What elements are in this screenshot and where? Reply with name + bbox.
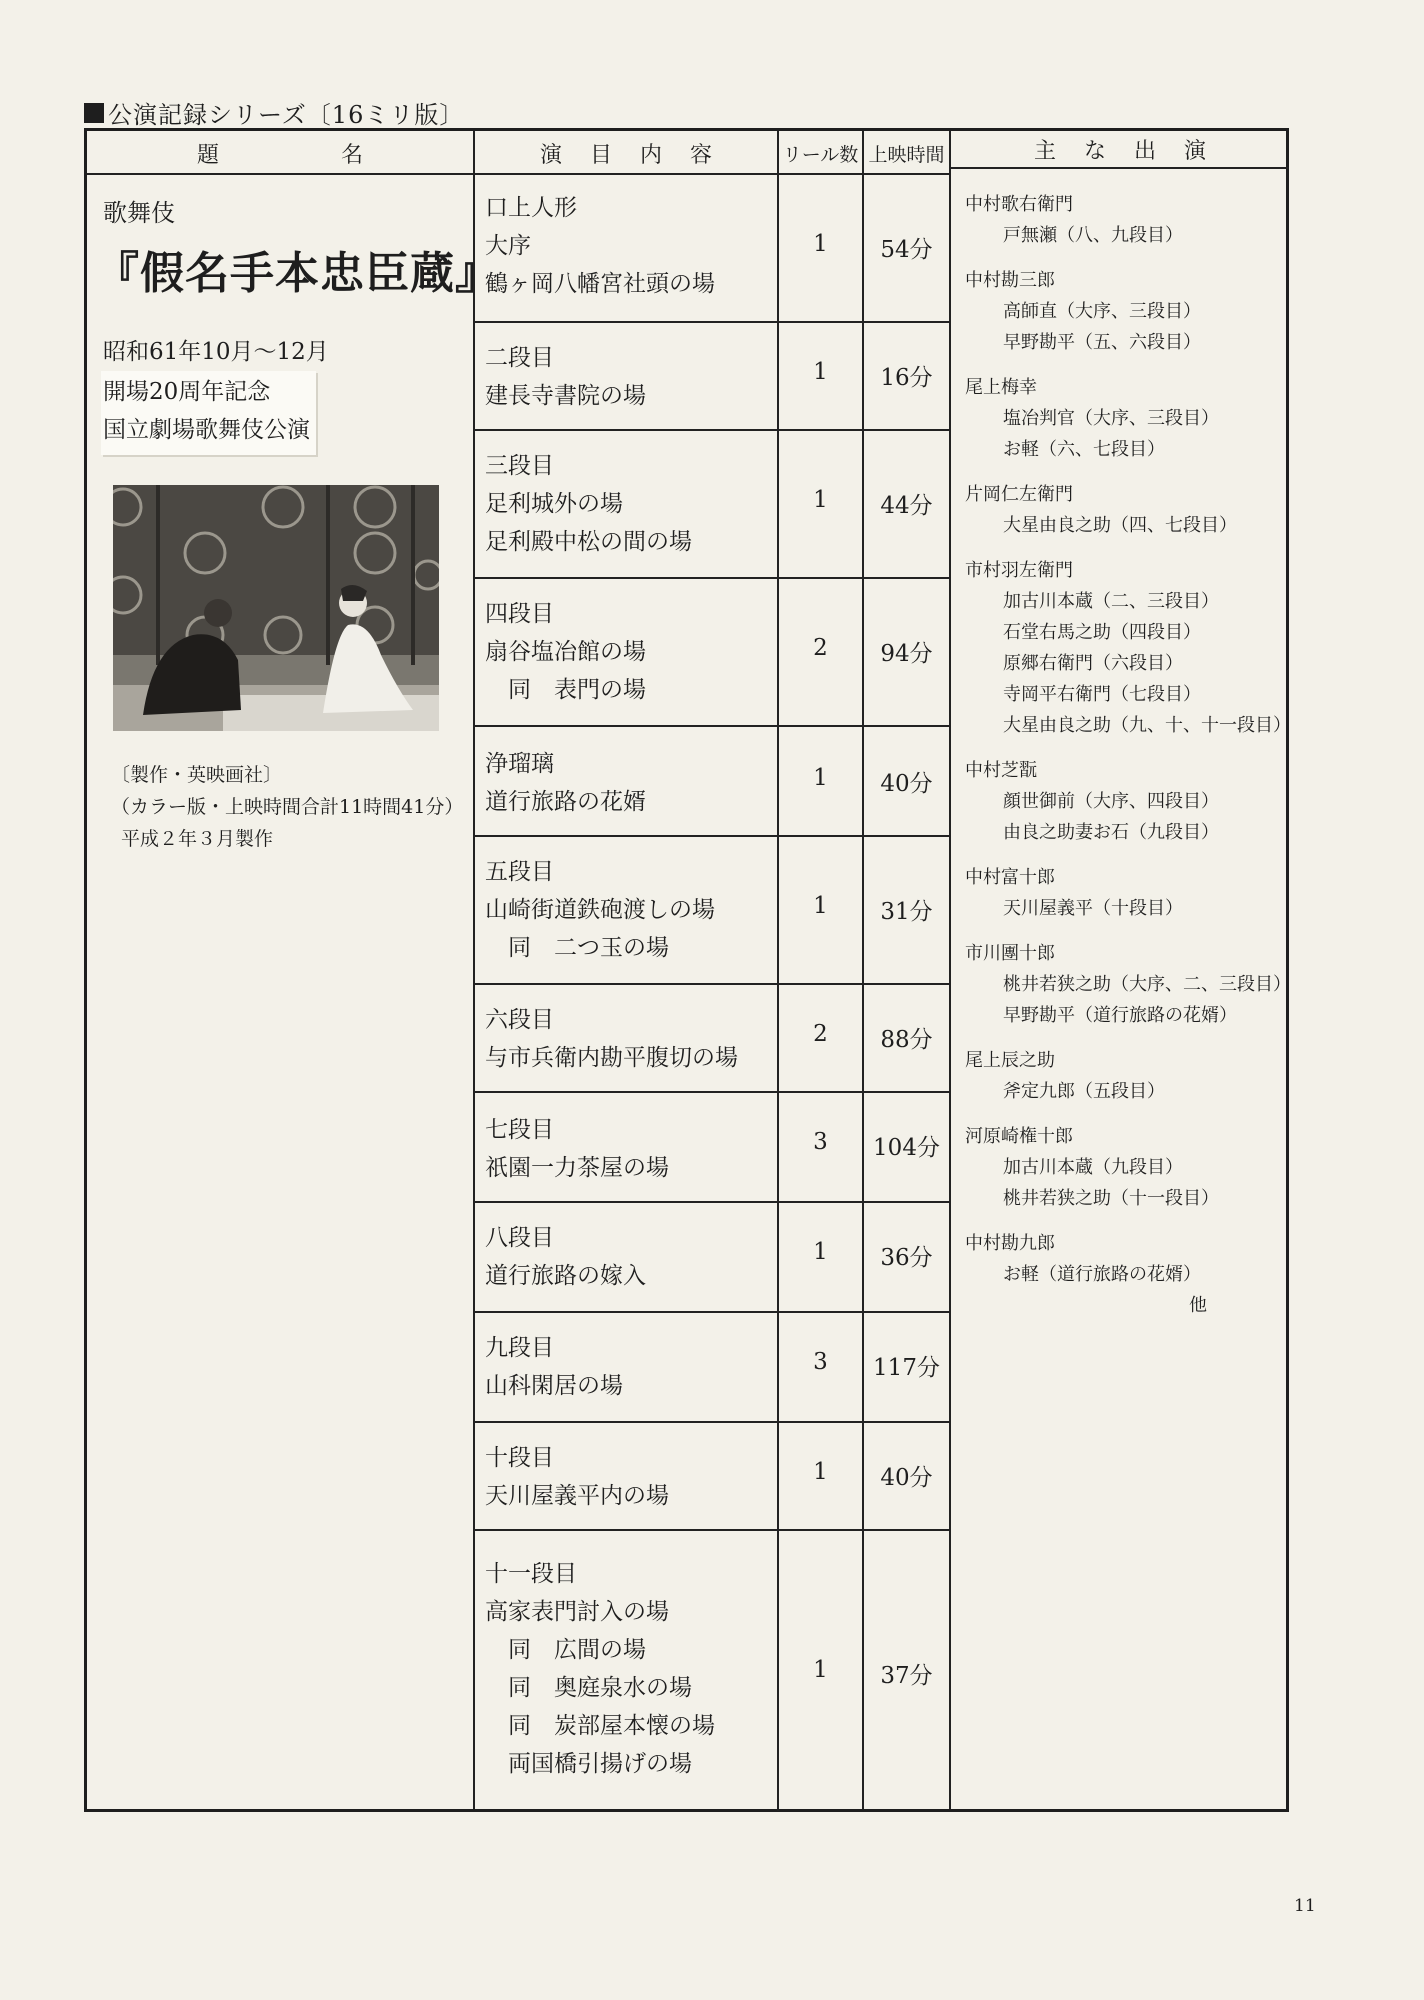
program-line: 道行旅路の花婿 xyxy=(485,789,646,815)
runtime: 36分 xyxy=(880,1245,933,1271)
program-line: 建長寺書院の場 xyxy=(485,383,646,409)
reel-count: 2 xyxy=(813,1021,828,1047)
program-line: 高家表門討入の場 xyxy=(485,1599,669,1625)
role: 桃井若狭之助（大序、二、三段目） xyxy=(1003,974,1291,995)
cast-entry xyxy=(965,1121,1291,1214)
program-line: 山崎街道鉄砲渡しの場 xyxy=(485,897,715,923)
runtime: 31分 xyxy=(880,899,933,925)
reel-count: 1 xyxy=(813,893,828,919)
program-line: 山科閑居の場 xyxy=(485,1373,623,1399)
program-line: 十段目 xyxy=(485,1445,554,1471)
reel-count: 3 xyxy=(813,1349,828,1375)
role: 寺岡平右衛門（七段目） xyxy=(1003,684,1201,705)
role: お軽（道行旅路の花婿） xyxy=(1003,1264,1201,1285)
reel-count: 1 xyxy=(813,359,828,385)
cast-entry xyxy=(965,189,1291,251)
credit-line: （カラー版・上映時間合計11時間41分） xyxy=(111,796,464,818)
role: 早野勘平（五、六段目） xyxy=(1003,332,1201,353)
actor-name: 市川團十郎 xyxy=(965,943,1055,964)
program-cell xyxy=(485,1555,715,1783)
reel-count: 2 xyxy=(813,635,828,661)
header-cast: 主な出演 xyxy=(1033,138,1234,164)
role: 天川屋義平（十段目） xyxy=(1003,898,1183,919)
program-line: 与市兵衛内勘平腹切の場 xyxy=(485,1045,738,1071)
role: 桃井若狭之助（十一段目） xyxy=(1003,1188,1219,1209)
program-line: 九段目 xyxy=(485,1335,554,1361)
program-line: 口上人形 xyxy=(485,195,577,221)
credit-line: 〔製作・英映画社〕 xyxy=(111,764,283,786)
role: 塩冶判官（大序、三段目） xyxy=(1003,408,1219,429)
program-line: 足利城外の場 xyxy=(485,491,623,517)
actor-name: 中村歌右衛門 xyxy=(965,194,1073,215)
program-line: 同 表門の場 xyxy=(485,677,646,703)
record-table xyxy=(84,128,1289,1812)
runtime: 37分 xyxy=(880,1663,933,1689)
program-cell xyxy=(485,1111,669,1187)
program-line: 五段目 xyxy=(485,859,554,885)
program-line: 同 炭部屋本懐の場 xyxy=(485,1713,715,1739)
commemoration-line: 国立劇場歌舞伎公演 xyxy=(103,417,310,443)
runtime: 94分 xyxy=(880,641,933,667)
header-program: 演目内容 xyxy=(539,142,740,168)
actor-name: 片岡仁左衛門 xyxy=(965,484,1073,505)
role: 石堂右馬之助（四段目） xyxy=(1003,622,1201,643)
program-line: 足利殿中松の間の場 xyxy=(485,529,692,555)
reel-count: 1 xyxy=(813,1657,828,1683)
header-runtime: 上映時間 xyxy=(868,143,945,166)
actor-name: 尾上梅幸 xyxy=(965,377,1037,398)
role: 顔世御前（大序、四段目） xyxy=(1003,791,1219,812)
runtime: 104分 xyxy=(873,1135,940,1161)
role: 大星由良之助（九、十、十一段目） xyxy=(1003,715,1291,736)
credit-line: 平成２年３月製作 xyxy=(121,828,274,850)
actor-name: 河原崎権十郎 xyxy=(965,1126,1073,1147)
runtime: 40分 xyxy=(880,771,933,797)
role: お軽（六、七段目） xyxy=(1003,439,1165,460)
runtime: 88分 xyxy=(880,1027,933,1053)
square-bullet-icon xyxy=(84,103,104,123)
program-line: 浄瑠璃 xyxy=(485,751,554,777)
program-line: 七段目 xyxy=(485,1117,554,1143)
header-title: 題 名 xyxy=(196,142,413,168)
runtime: 54分 xyxy=(880,237,933,263)
program-line: 十一段目 xyxy=(485,1561,577,1587)
runtime: 117分 xyxy=(873,1355,940,1381)
cast-entry xyxy=(965,555,1291,741)
program-line: 祇園一力茶屋の場 xyxy=(485,1155,669,1181)
cast-entry xyxy=(965,265,1291,358)
reel-count: 1 xyxy=(813,487,828,513)
role: 由良之助妻お石（九段目） xyxy=(1003,822,1219,843)
cast-list xyxy=(965,189,1291,1321)
program-line: 二段目 xyxy=(485,345,554,371)
program-cell xyxy=(485,1439,669,1515)
play-title: 『假名手本忠臣蔵』 xyxy=(95,248,500,299)
program-line: 鶴ヶ岡八幡宮社頭の場 xyxy=(485,271,715,297)
cast-other: 他 xyxy=(1189,1295,1207,1316)
role: 加古川本蔵（九段目） xyxy=(1003,1157,1183,1178)
reel-count: 1 xyxy=(813,1459,828,1485)
cast-entry xyxy=(965,372,1291,465)
role: 大星由良之助（四、七段目） xyxy=(1003,515,1237,536)
series-heading xyxy=(84,95,464,130)
commemoration-label xyxy=(101,371,316,455)
actor-name: 中村芝翫 xyxy=(965,760,1037,781)
program-line: 同 二つ玉の場 xyxy=(485,935,669,961)
runtime: 40分 xyxy=(880,1465,933,1491)
runtime: 44分 xyxy=(880,493,933,519)
reel-count: 3 xyxy=(813,1129,828,1155)
page-number: 11 xyxy=(1294,1896,1316,1916)
reel-count: 1 xyxy=(813,765,828,791)
cast-entry xyxy=(965,1228,1291,1321)
program-cell xyxy=(485,447,692,561)
cast-entry xyxy=(965,1045,1291,1107)
program-cell xyxy=(485,745,646,821)
actor-name: 中村富十郎 xyxy=(965,867,1055,888)
stage-photo xyxy=(113,485,439,731)
actor-name: 中村勘三郎 xyxy=(965,270,1055,291)
program-cell xyxy=(485,1329,623,1405)
commemoration-line: 開場20周年記念 xyxy=(103,379,271,405)
production-credit xyxy=(111,759,463,855)
cast-entry xyxy=(965,479,1291,541)
program-line: 道行旅路の嫁入 xyxy=(485,1263,646,1289)
genre-label: 歌舞伎 xyxy=(103,199,175,227)
cast-entry xyxy=(965,862,1291,924)
reel-count: 1 xyxy=(813,1239,828,1265)
role: 戸無瀬（八、九段目） xyxy=(1003,225,1183,246)
program-line: 大序 xyxy=(485,233,531,259)
program-line: 六段目 xyxy=(485,1007,554,1033)
series-title: 公演記録シリーズ〔16ミリ版〕 xyxy=(108,101,465,129)
role: 原郷右衛門（六段目） xyxy=(1003,653,1183,674)
role: 斧定九郎（五段目） xyxy=(1003,1081,1165,1102)
program-line: 同 広間の場 xyxy=(485,1637,646,1663)
reel-count: 1 xyxy=(813,231,828,257)
program-cell xyxy=(485,595,646,709)
program-cell xyxy=(485,1001,738,1077)
role: 早野勘平（道行旅路の花婿） xyxy=(1003,1005,1237,1026)
program-cell xyxy=(485,1219,646,1295)
actor-name: 尾上辰之助 xyxy=(965,1050,1055,1071)
program-line: 八段目 xyxy=(485,1225,554,1251)
cast-entry xyxy=(965,755,1291,848)
program-line: 両国橋引揚げの場 xyxy=(485,1751,692,1777)
program-line: 三段目 xyxy=(485,453,554,479)
program-cell xyxy=(485,339,646,415)
program-line: 同 奥庭泉水の場 xyxy=(485,1675,692,1701)
actor-name: 中村勘九郎 xyxy=(965,1233,1055,1254)
program-cell xyxy=(485,853,715,967)
role: 高師直（大序、三段目） xyxy=(1003,301,1201,322)
performance-period: 昭和61年10月～12月 xyxy=(103,339,329,365)
program-line: 四段目 xyxy=(485,601,554,627)
program-cell xyxy=(485,189,715,303)
actor-name: 市村羽左衛門 xyxy=(965,560,1073,581)
role: 加古川本蔵（二、三段目） xyxy=(1003,591,1219,612)
cast-entry xyxy=(965,938,1291,1031)
runtime: 16分 xyxy=(880,365,933,391)
header-reels: リール数 xyxy=(782,143,859,166)
program-line: 天川屋義平内の場 xyxy=(485,1483,669,1509)
program-line: 扇谷塩冶館の場 xyxy=(485,639,646,665)
